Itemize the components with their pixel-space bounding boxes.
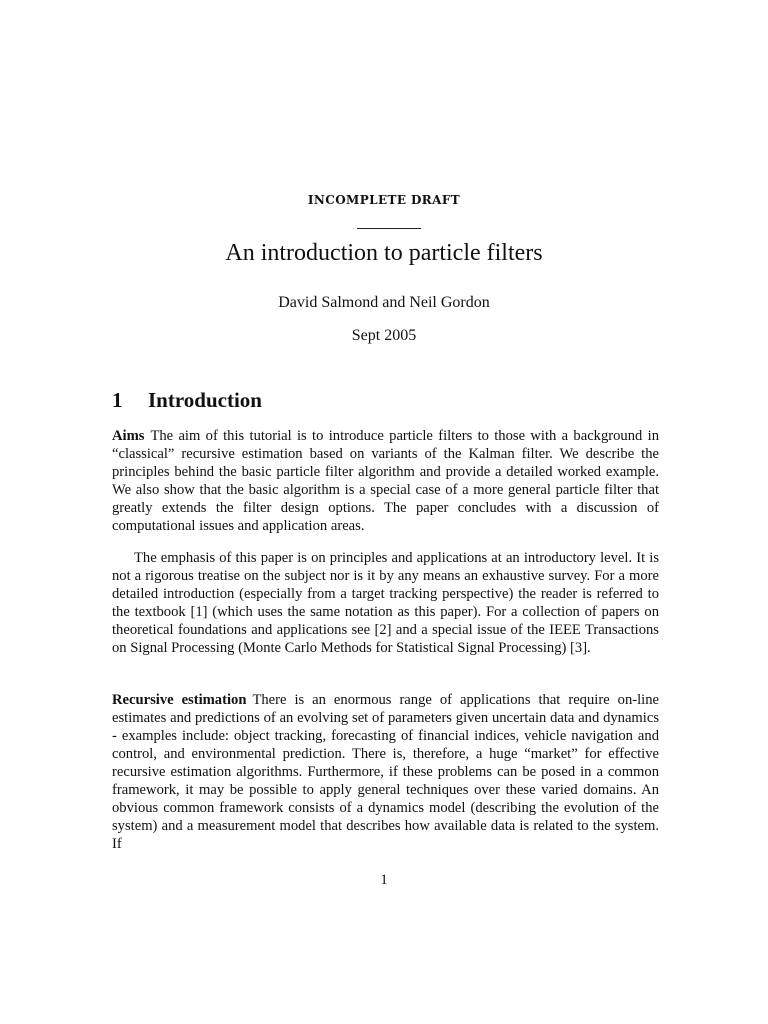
run-in-heading-recursive-estimation: Recursive estimation: [112, 692, 247, 708]
paper-date: Sept 2005: [351, 327, 417, 344]
paragraph-emphasis: The emphasis of this paper is on principles and applications at an introductory level. It is not a rigorous treatise on the subject nor is it by any means an exhaustive survey. For a more detailed introduction (especially from a target tracking perspective) the reader is referred to the textbook [1] (which uses the same notation as this paper). For a collection of papers on theoretical foundations and applications see [2] and a special issue of the IEEE Transactions on Signal Processing (Monte Carlo Methods for Statistical Signal Processing) [3].: [112, 550, 659, 656]
section-heading: [112, 388, 262, 413]
section-number: 1: [112, 388, 123, 412]
page-number: 1: [380, 872, 388, 888]
title-rule: [357, 228, 421, 229]
paragraph-recursive-text: There is an enormous range of applications that require on-line estimates and predictions of an evolving set of parameters given uncertain data and dynamics - examples include: object tracking, forecasting of financial indices, vehicle navigation and control, and environmental prediction. There is, therefore, a huge “market” for effective recursive estimation algorithms. Furthermore, if these problems can be posed in a common framework, it may be possible to apply general techniques over these varied domains. An obvious common framework consists of a dynamics model (describing the evolution of the system) and a measurement model that describes how available data is related to the system. If: [112, 692, 659, 852]
section-title: Introduction: [148, 388, 262, 412]
draft-label: INCOMPLETE DRAFT: [307, 193, 461, 207]
paper-title: An introduction to particle filters: [225, 240, 543, 266]
paragraph-aims: [112, 427, 659, 535]
paragraph-aims-text: The aim of this tutorial is to introduce particle filters to those with a background in “classical” recursive estimation based on variants of the Kalman filter. We describe the principles behind the basic particle filter algorithm and provide a detailed worked example. We also show that the basic algorithm is a special case of a more general particle filter that greatly extends the filter design options. The paper concludes with a discussion of computational issues and application areas.: [112, 428, 659, 534]
paper-authors: David Salmond and Neil Gordon: [278, 294, 490, 311]
run-in-heading-aims: Aims: [112, 428, 145, 444]
paragraph-recursive-estimation: [112, 691, 659, 853]
